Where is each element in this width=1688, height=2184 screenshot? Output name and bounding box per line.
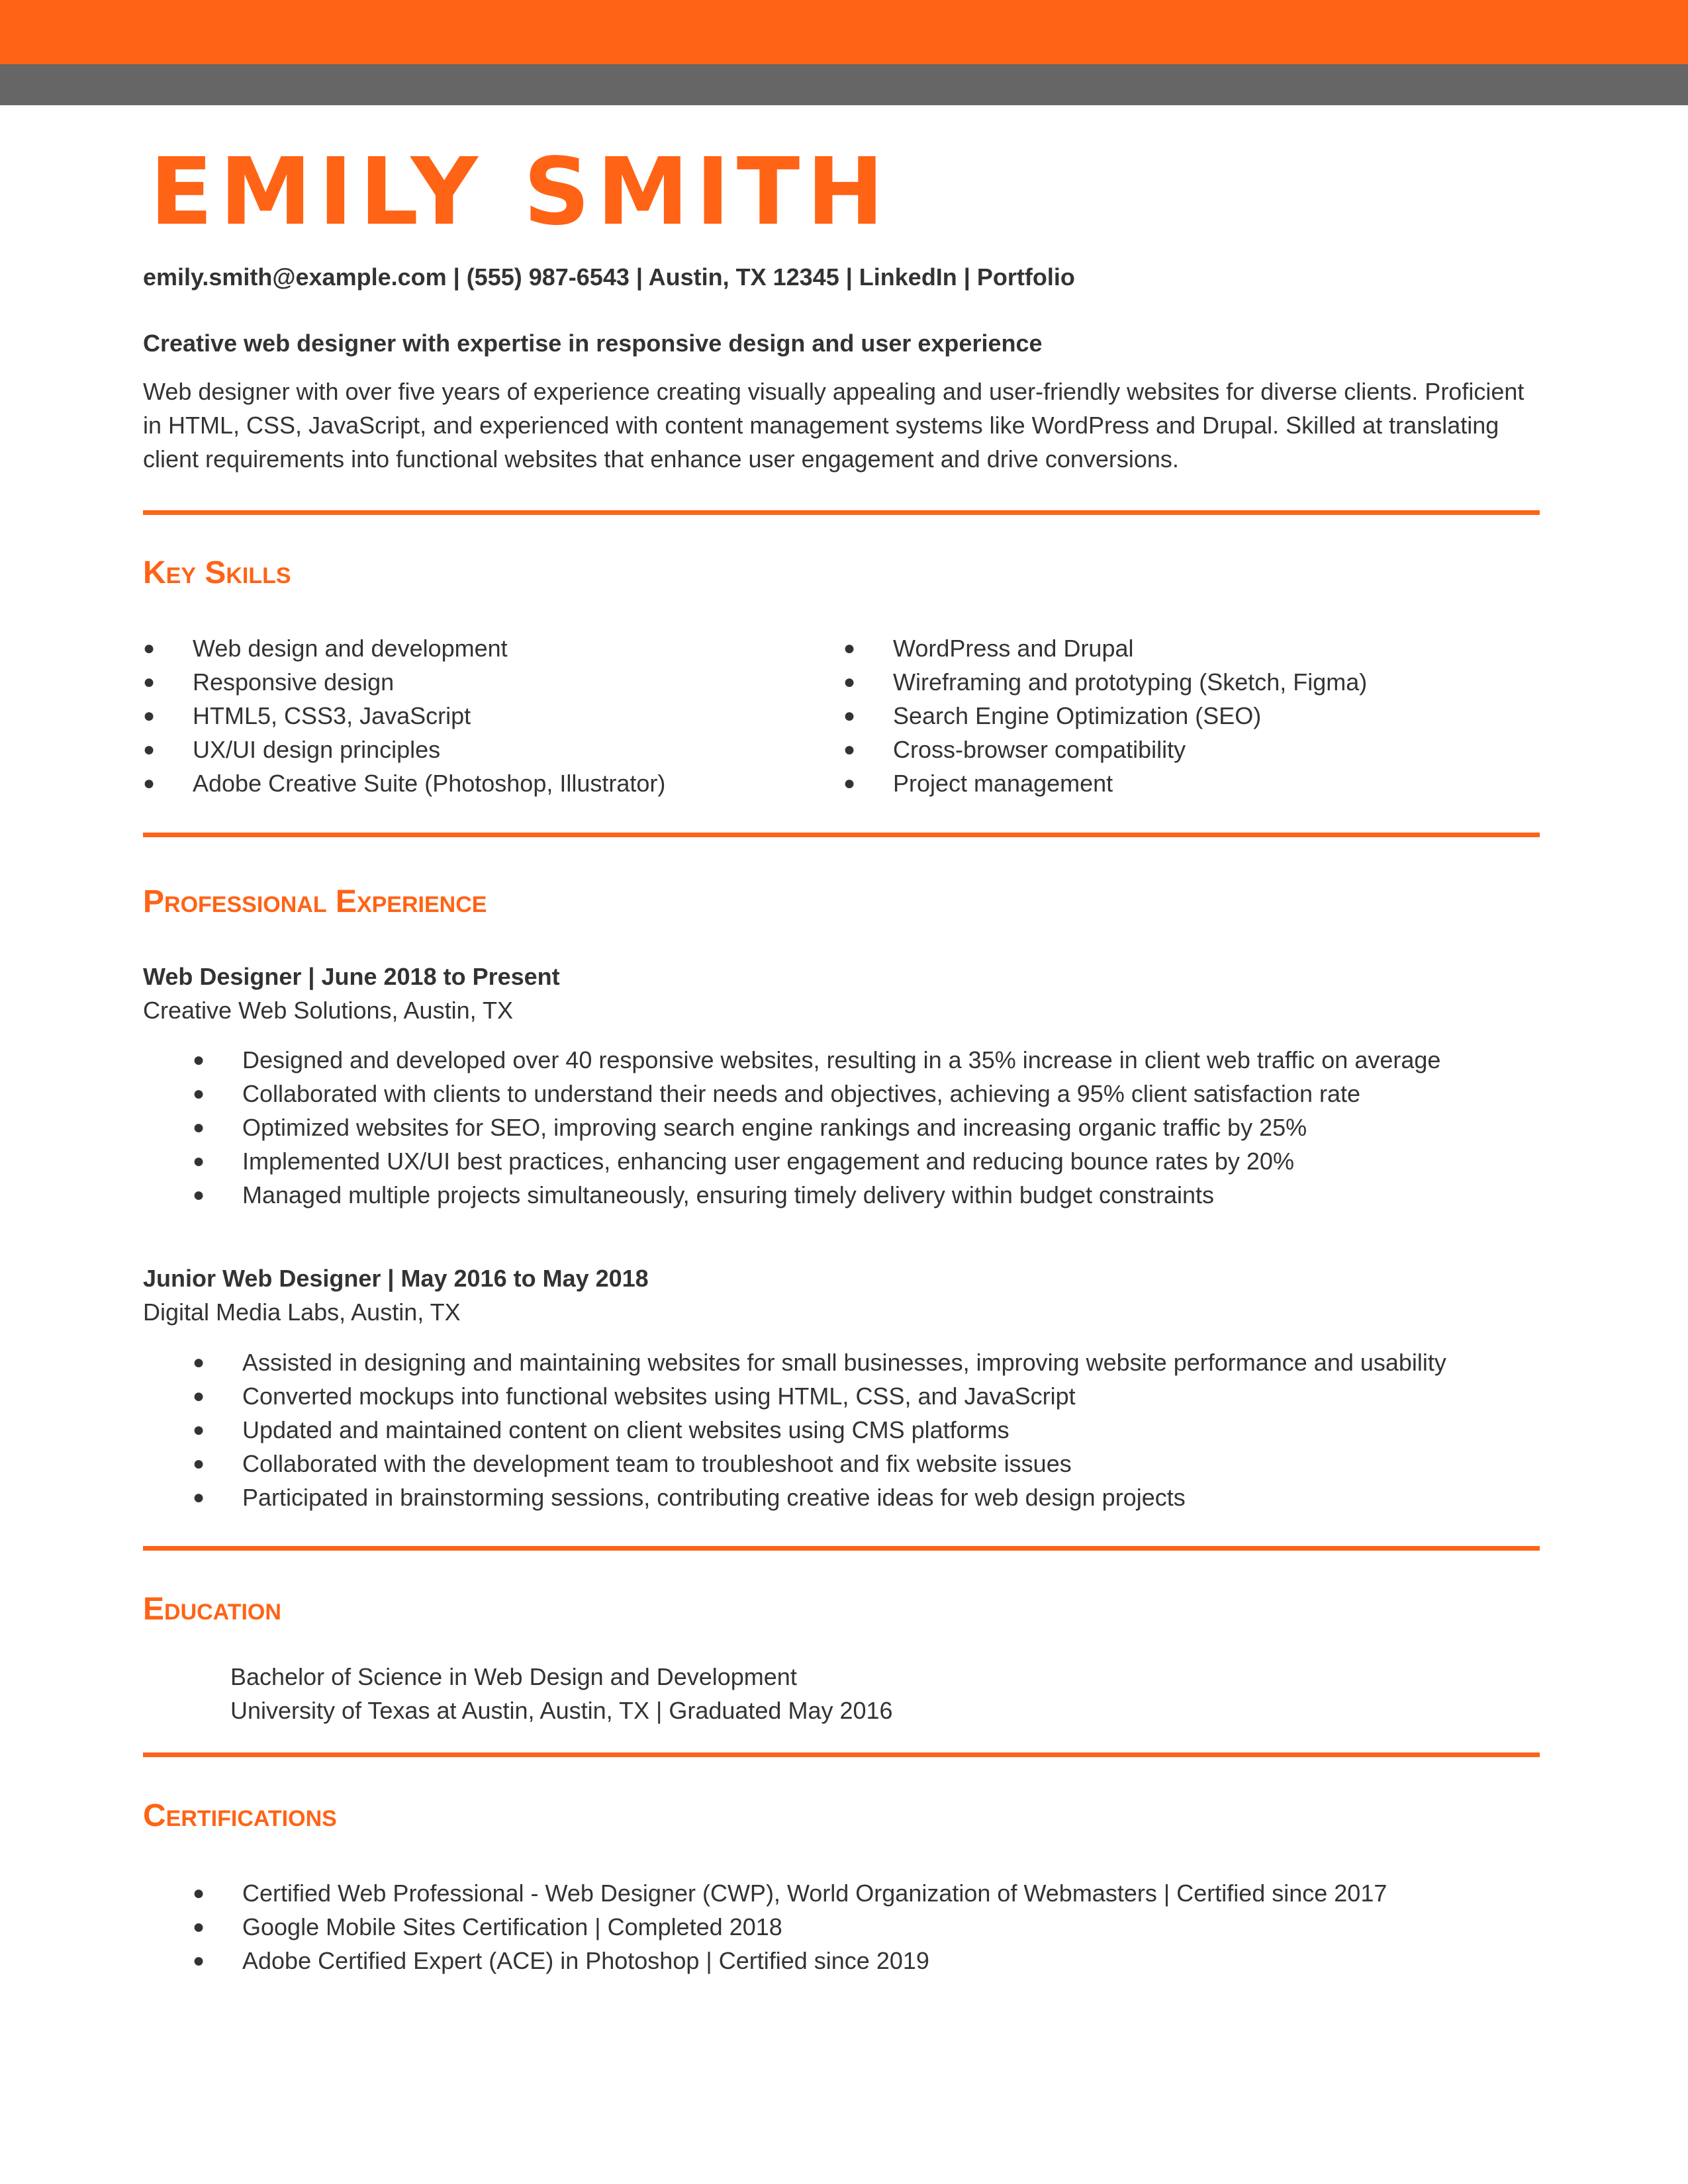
list-item: ● Wireframing and prototyping (Sketch, Figma) (843, 665, 1367, 699)
skills-heading: Key Skills (143, 555, 291, 590)
list-item: ● Google Mobile Sites Certification | Completed 2018 (143, 1910, 1387, 1944)
top-accent-bar (0, 0, 1688, 64)
education-heading: Education (143, 1592, 281, 1627)
certifications-list (143, 1876, 1387, 1978)
bullet-icon: ● (843, 705, 856, 727)
job-bullets (143, 1043, 1440, 1212)
section-divider (143, 1752, 1540, 1757)
bullet-icon: ● (193, 1351, 205, 1373)
job-title: Junior Web Designer | May 2016 to May 2018 (143, 1265, 649, 1292)
bullet-icon: ● (193, 1486, 205, 1508)
bullet-icon: ● (193, 1116, 205, 1138)
bullet-icon: ● (843, 739, 856, 760)
summary: Web designer with over five years of experience creating visually appealing and user-friendly websites for diverse clients. Proficient in HTML, CSS, JavaScript, and experienced with content management systems like WordPress and Drupal. Skilled at translating client requirements into functional websites that enhance user engagement and drive conversions. (143, 378, 1524, 473)
list-item: ● Responsive design (143, 665, 665, 699)
bullet-icon: ● (193, 1385, 205, 1407)
bullet-icon: ● (143, 772, 156, 794)
bullet-icon: ● (193, 1950, 205, 1972)
section-divider (143, 833, 1540, 837)
list-item: ● Managed multiple projects simultaneously, ensuring timely delivery within budget constraints (143, 1178, 1440, 1212)
section-divider (143, 1546, 1540, 1551)
bullet-icon: ● (193, 1882, 205, 1904)
list-item: ● Optimized websites for SEO, improving search engine rankings and increasing organic traffic by 25% (143, 1111, 1440, 1144)
bullet-icon: ● (143, 671, 156, 693)
bullet-icon: ● (143, 739, 156, 760)
list-item: ● Project management (843, 766, 1367, 800)
bullet-icon: ● (143, 637, 156, 659)
job-company: Digital Media Labs, Austin, TX (143, 1298, 461, 1326)
education-degree: Bachelor of Science in Web Design and Development (230, 1663, 797, 1690)
bullet-icon: ● (843, 772, 856, 794)
list-item: ● Certified Web Professional - Web Designer (CWP), World Organization of Webmasters | Certified since 2017 (143, 1876, 1387, 1910)
list-item: ● Web design and development (143, 631, 665, 665)
list-item: ● UX/UI design principles (143, 733, 665, 766)
list-item: ● Implemented UX/UI best practices, enhancing user engagement and reducing bounce rates by 20% (143, 1144, 1440, 1178)
list-item: ● Converted mockups into functional websites using HTML, CSS, and JavaScript (143, 1379, 1446, 1413)
bullet-icon: ● (143, 705, 156, 727)
job-title: Web Designer | June 2018 to Present (143, 963, 560, 990)
bullet-icon: ● (843, 637, 856, 659)
headline: Creative web designer with expertise in responsive design and user experience (143, 330, 1043, 357)
list-item: ● Adobe Certified Expert (ACE) in Photoshop | Certified since 2019 (143, 1944, 1387, 1978)
contact-line: emily.smith@example.com | (555) 987-6543 | Austin, TX 12345 | LinkedIn | Portfolio (143, 263, 1075, 291)
candidate-name: EMILY SMITH (150, 138, 891, 246)
job-bullets (143, 1345, 1446, 1514)
list-item: ● HTML5, CSS3, JavaScript (143, 699, 665, 733)
experience-heading: Professional Experience (143, 884, 487, 919)
list-item: ● Participated in brainstorming sessions, contributing creative ideas for web design projects (143, 1480, 1446, 1514)
bullet-icon: ● (193, 1916, 205, 1938)
bullet-icon: ● (193, 1150, 205, 1172)
list-item: ● Collaborated with clients to understand their needs and objectives, achieving a 95% client satisfaction rate (143, 1077, 1440, 1111)
education-school: University of Texas at Austin, Austin, TX | Graduated May 2016 (230, 1697, 893, 1724)
list-item: ● Cross-browser compatibility (843, 733, 1367, 766)
bullet-icon: ● (193, 1184, 205, 1206)
list-item: ● Adobe Creative Suite (Photoshop, Illustrator) (143, 766, 665, 800)
bullet-icon: ● (193, 1419, 205, 1441)
bullet-icon: ● (193, 1453, 205, 1475)
job-company: Creative Web Solutions, Austin, TX (143, 997, 513, 1024)
skills-list-left (143, 631, 665, 800)
list-item: ● WordPress and Drupal (843, 631, 1367, 665)
bullet-icon: ● (193, 1049, 205, 1071)
list-item: ● Search Engine Optimization (SEO) (843, 699, 1367, 733)
list-item: ● Updated and maintained content on client websites using CMS platforms (143, 1413, 1446, 1447)
certifications-heading: Certifications (143, 1798, 337, 1833)
top-gray-bar (0, 64, 1688, 105)
list-item: ● Assisted in designing and maintaining websites for small businesses, improving website performance and usability (143, 1345, 1446, 1379)
list-item: ● Collaborated with the development team to troubleshoot and fix website issues (143, 1447, 1446, 1480)
skills-list-right (843, 631, 1367, 800)
list-item: ● Designed and developed over 40 responsive websites, resulting in a 35% increase in client web traffic on average (143, 1043, 1440, 1077)
bullet-icon: ● (193, 1083, 205, 1105)
section-divider (143, 510, 1540, 515)
bullet-icon: ● (843, 671, 856, 693)
